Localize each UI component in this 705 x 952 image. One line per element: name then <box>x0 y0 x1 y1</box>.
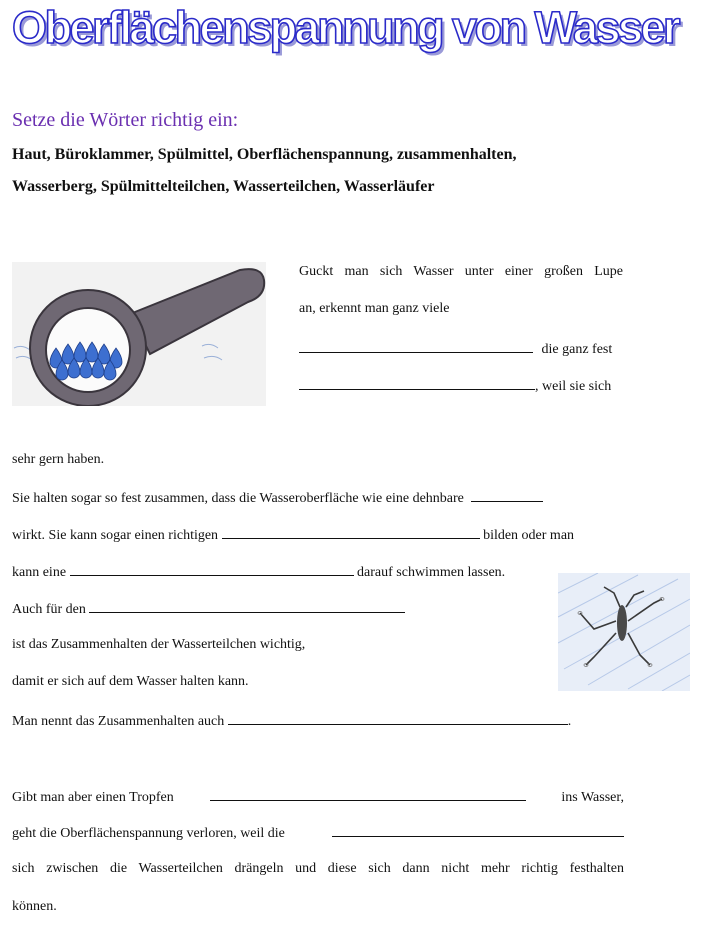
blank-zusammenhalten[interactable] <box>299 376 535 390</box>
word-bank-line-1: Haut, Büroklammer, Spülmittel, Oberflächenspannung, zusammenhalten, <box>12 146 517 163</box>
text-line: Guckt man sich Wasser unter einer großen Lupe <box>299 264 623 279</box>
text-line: an, erkennt man ganz viele <box>299 301 450 316</box>
text-line: ist das Zusammenhalten der Wasserteilchen wichtig, <box>12 637 306 652</box>
text-line: die ganz fest <box>541 342 613 357</box>
blank-wasserberg[interactable] <box>222 525 480 539</box>
text-line: bilden oder man <box>483 528 575 543</box>
word-bank-line-2: Wasserberg, Spülmittelteilchen, Wasserteilchen, Wasserläufer <box>12 178 435 195</box>
blank-wasserlaeufer[interactable] <box>89 599 405 613</box>
text-line: darauf schwimmen lassen. <box>357 565 506 580</box>
blank-wasserteilchen[interactable] <box>299 339 533 353</box>
text-line: Sie halten sogar so fest zusammen, dass die Wasseroberfläche wie eine dehnbare <box>12 491 464 506</box>
text-line: damit er sich auf dem Wasser halten kann. <box>12 674 249 689</box>
text-line: Auch für den <box>12 602 86 617</box>
magnifier-illustration <box>12 262 266 406</box>
text-line: geht die Oberflächenspannung verloren, weil die <box>12 826 285 841</box>
text-line: . <box>567 714 572 729</box>
water-strider-illustration <box>558 573 690 691</box>
page-title: Oberflächenspannung von Wasser <box>12 2 678 53</box>
text-line: Gibt man aber einen Tropfen <box>12 790 174 805</box>
text-line: wirkt. Sie kann sogar einen richtigen <box>12 528 219 543</box>
text-line: , weil sie sich <box>535 379 612 394</box>
blank-oberflaechenspannung[interactable] <box>228 711 568 725</box>
blank-spuelmittel[interactable] <box>210 787 526 801</box>
blank-bueroklammer[interactable] <box>70 562 354 576</box>
text-line: Man nennt das Zusammenhalten auch <box>12 714 225 729</box>
blank-haut[interactable] <box>471 488 543 502</box>
instruction-heading: Setze die Wörter richtig ein: <box>12 109 239 131</box>
text-line: können. <box>12 899 57 914</box>
text-line: sich zwischen die Wasserteilchen drängeln und diese sich dann nicht mehr richtig festhalten <box>12 861 624 876</box>
text-line: sehr gern haben. <box>12 452 105 467</box>
text-line: kann eine <box>12 565 67 580</box>
text-line: ins Wasser, <box>561 790 624 805</box>
blank-spuelmittelteilchen[interactable] <box>332 823 624 837</box>
